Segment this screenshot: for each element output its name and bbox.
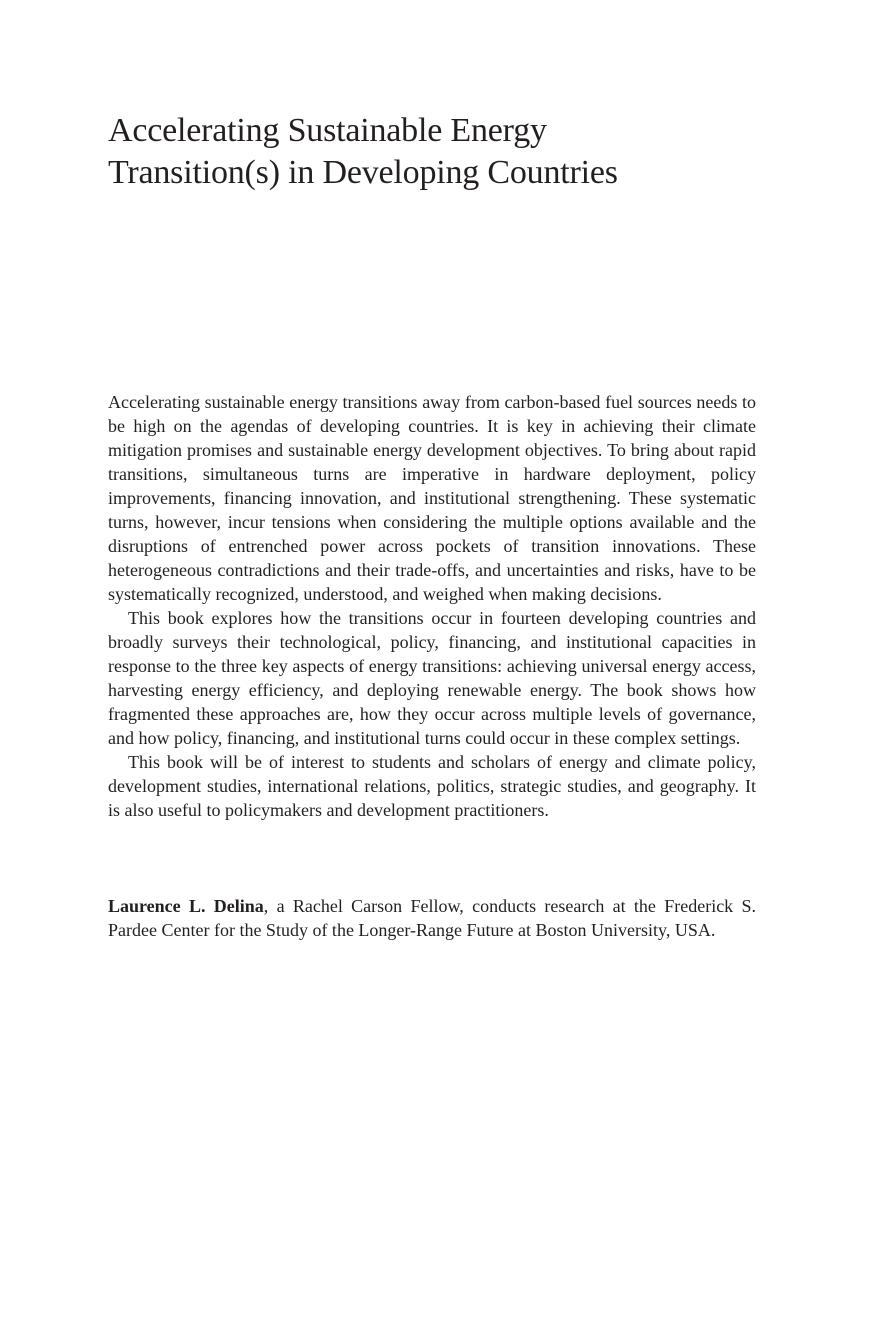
book-description (108, 390, 756, 822)
page-title (108, 110, 768, 194)
description-paragraph-1: Accelerating sustainable energy transitions away from carbon-based fuel sources needs to be high on the agendas of developing countries. It is key in achieving their climate mitigation promises and sustainable energy development objectives. To bring about rapid transitions, simultaneous turns are imperative in hardware deployment, policy improvements, financing innovation, and institutional strengthening. These systematic turns, however, incur tensions when considering the multiple options available and the disruptions of entrenched power across pockets of transition innovations. These heterogeneous contradictions and their trade-offs, and uncertainties and risks, have to be systematically recognized, understood, and weighed when making decisions. (108, 392, 756, 604)
title-line-2: Transition(s) in Developing Countries (108, 154, 618, 191)
author-bio (108, 894, 756, 942)
author-name: Laurence L. Delina (108, 896, 264, 916)
description-paragraph-2: This book explores how the transitions occur in fourteen developing countries and broadly surveys their technological, policy, financing, and institutional capacities in response to the three key aspects of energy transitions: achieving universal energy access, harvesting energy efficiency, and deploying renewable energy. The book shows how fragmented these approaches are, how they occur across multiple levels of governance, and how policy, financing, and institutional turns could occur in these complex settings. (108, 608, 756, 748)
title-line-1: Accelerating Sustainable Energy (108, 112, 547, 149)
author-description: , a Rachel Carson Fellow, conducts research at the Frederick S. Pardee Center for the Study of the Longer-Range Future at Boston University, USA. (108, 896, 756, 940)
description-paragraph-3: This book will be of interest to students and scholars of energy and climate policy, development studies, international relations, politics, strategic studies, and geography. It is also useful to policymakers and development practitioners. (108, 752, 756, 820)
